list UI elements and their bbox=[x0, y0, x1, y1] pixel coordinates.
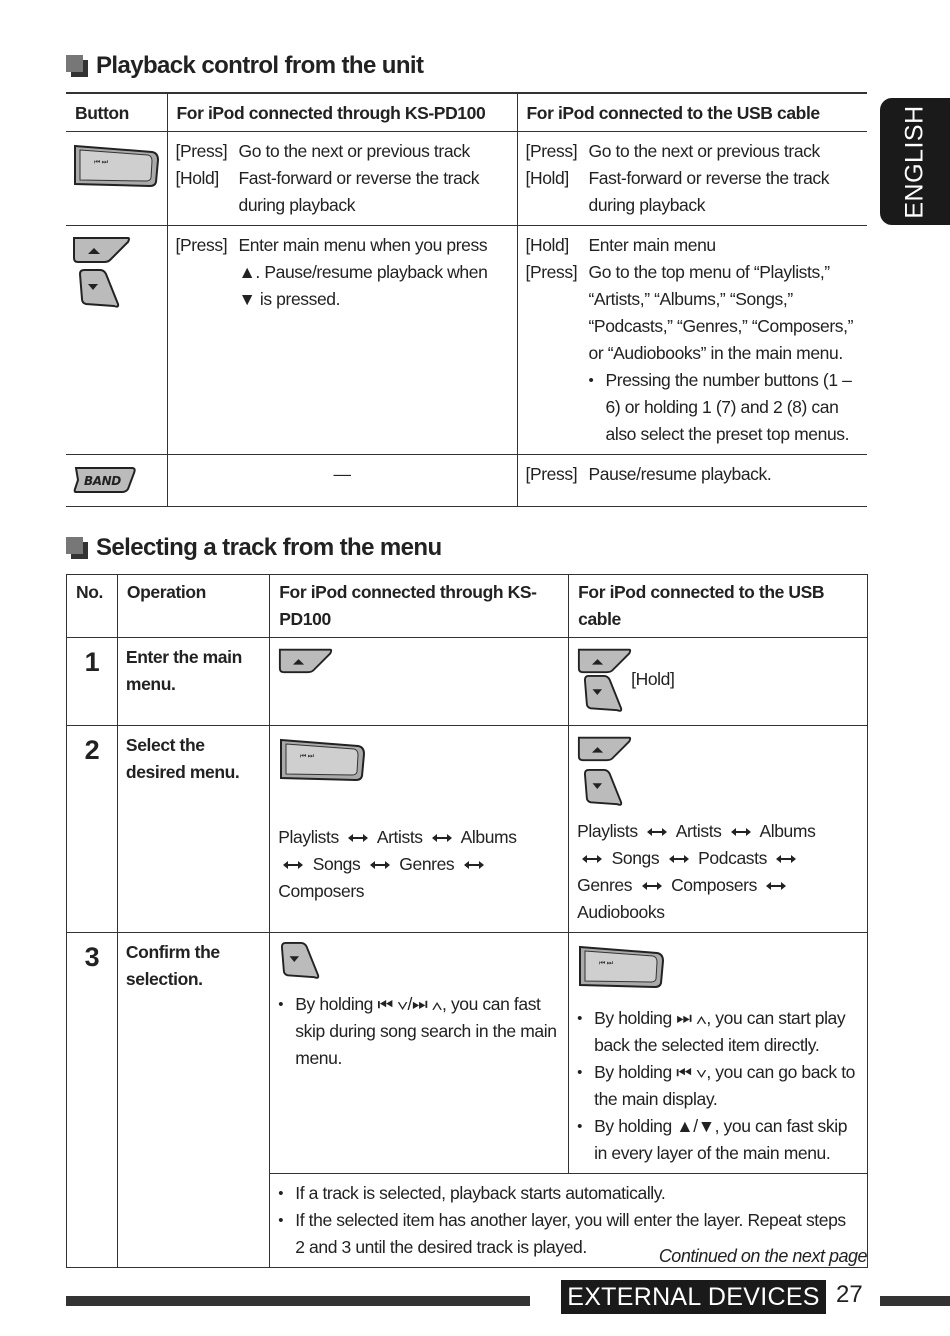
band-button-cell bbox=[66, 455, 167, 507]
kv-value: Enter main menu bbox=[588, 235, 716, 255]
section-title-text: Playback control from the unit bbox=[96, 52, 424, 79]
footer-bar-right bbox=[880, 1296, 950, 1306]
bullet-item: • By holding ⏮ ∨/⏭ ∧, you can fast skip during song search in the main menu. bbox=[295, 991, 560, 1072]
up-button-icon bbox=[577, 646, 633, 674]
bullet-item: • By holding ⏮ ∨, you can go back to the main display. bbox=[594, 1059, 859, 1113]
step3-usb-cell bbox=[569, 933, 868, 1174]
kv-key: [Hold] bbox=[175, 168, 219, 188]
bullet-list bbox=[577, 1005, 859, 1167]
ks-row3-cell: — bbox=[167, 455, 517, 507]
menu-sequence-usb bbox=[577, 818, 847, 926]
bullet-item: • If a track is selected, playback starts automatically. bbox=[295, 1180, 859, 1207]
header-no: No. bbox=[67, 575, 118, 638]
kv-row bbox=[526, 138, 860, 165]
language-tab bbox=[880, 98, 950, 225]
skip-button-icon bbox=[72, 140, 160, 190]
up-button-icon bbox=[577, 734, 633, 762]
step2-ks-cell bbox=[270, 726, 569, 933]
ks-row1-cell bbox=[167, 132, 517, 226]
step-number: 3 bbox=[67, 933, 118, 1268]
bullet-item: • By holding ⏭ ∧, you can start play back the selected item directly. bbox=[594, 1005, 859, 1059]
section-title-playback bbox=[66, 52, 423, 80]
square-icon bbox=[66, 537, 88, 559]
svg-text:⏮ ⏭: ⏮ ⏭ bbox=[300, 752, 314, 760]
menu-sequence-item: Genres bbox=[399, 854, 455, 874]
kv-row bbox=[176, 138, 509, 165]
double-arrow-icon bbox=[463, 860, 485, 870]
kv-key: [Press] bbox=[175, 141, 228, 161]
header-usb: For iPod connected to the USB cable bbox=[517, 93, 867, 132]
menu-sequence-item: Albums bbox=[460, 827, 517, 847]
menu-sequence-item: Artists bbox=[376, 827, 423, 847]
table-header-row bbox=[67, 575, 868, 638]
menu-sequence-item: Composers bbox=[671, 875, 757, 895]
table-row bbox=[66, 455, 867, 507]
double-arrow-icon bbox=[765, 881, 787, 891]
kv-value-text: Go to the top menu of “Playlists,” “Artists,” “Albums,” “Songs,” “Podcasts,” “Genres,” “Composers,” or “Audiobooks” in the main menu. bbox=[588, 262, 854, 363]
kv-key: [Hold] bbox=[525, 168, 569, 188]
table-row bbox=[67, 933, 868, 1174]
double-arrow-icon bbox=[282, 860, 304, 870]
square-icon bbox=[66, 55, 88, 77]
section-title-text: Selecting a track from the menu bbox=[96, 534, 442, 561]
usb-row1-cell bbox=[517, 132, 867, 226]
menu-sequence-ks bbox=[278, 824, 548, 905]
step-operation: Select the desired menu. bbox=[117, 726, 269, 933]
menu-sequence-item: Songs bbox=[611, 848, 660, 868]
down-button-icon bbox=[76, 268, 122, 310]
menu-sequence-item: Audiobooks bbox=[577, 902, 665, 922]
table-row bbox=[67, 726, 868, 933]
double-arrow-icon bbox=[369, 860, 391, 870]
down-button-icon bbox=[278, 941, 322, 981]
kv-row bbox=[176, 232, 509, 313]
kv-row bbox=[526, 259, 860, 448]
menu-sequence-item: Playlists bbox=[278, 827, 339, 847]
menu-sequence-item: Composers bbox=[278, 881, 365, 901]
kv-value: Fast-forward or reverse the track during playback bbox=[238, 168, 480, 215]
up-button-icon bbox=[278, 646, 334, 674]
svg-text:⏮ ⏭: ⏮ ⏭ bbox=[94, 158, 108, 166]
table-row bbox=[66, 226, 867, 455]
double-arrow-icon bbox=[641, 881, 663, 891]
header-operation: Operation bbox=[117, 575, 269, 638]
bullet-item: • If the selected item has another layer, you will enter the layer. Repeat steps 2 and 3 until the desired track is played. bbox=[295, 1207, 859, 1261]
table-header-row bbox=[66, 93, 867, 132]
step3-ks-cell bbox=[270, 933, 569, 1174]
playback-control-table bbox=[66, 92, 867, 507]
bullet-item: • Pressing the number buttons (1 – 6) or holding 1 (7) and 2 (8) can also select the preset top menus. bbox=[606, 367, 860, 448]
double-arrow-icon bbox=[646, 827, 668, 837]
menu-sequence-item: Songs bbox=[312, 854, 361, 874]
table-row bbox=[67, 638, 868, 726]
kv-key: [Press] bbox=[525, 262, 578, 282]
svg-text:⏮ ⏭: ⏮ ⏭ bbox=[599, 959, 613, 967]
double-arrow-icon bbox=[668, 854, 690, 864]
kv-row bbox=[176, 165, 509, 219]
menu-sequence-item: Podcasts bbox=[698, 848, 767, 868]
menu-sequence-item: Artists bbox=[675, 821, 722, 841]
usb-row2-cell bbox=[517, 226, 867, 455]
header-ks-pd100: For iPod connected through KS-PD100 bbox=[167, 93, 517, 132]
updown-button-cell bbox=[66, 226, 167, 455]
kv-value: Go to the next or previous track bbox=[238, 141, 470, 161]
kv-row bbox=[526, 165, 860, 219]
hold-note: [Hold] bbox=[631, 669, 675, 689]
menu-sequence-item: Genres bbox=[577, 875, 633, 895]
kv-value: Pause/resume playback. bbox=[588, 464, 772, 484]
continued-note: Continued on the next page bbox=[658, 1246, 867, 1266]
menu-sequence-item: Albums bbox=[759, 821, 816, 841]
kv-key: [Press] bbox=[525, 141, 578, 161]
kv-key: [Press] bbox=[175, 235, 228, 255]
menu-sequence-item: Playlists bbox=[577, 821, 638, 841]
header-usb: For iPod connected to the USB cable bbox=[569, 575, 868, 638]
footer-bar-left bbox=[66, 1296, 530, 1306]
kv-key: [Press] bbox=[525, 464, 578, 484]
kv-value: Go to the next or previous track bbox=[588, 141, 820, 161]
double-arrow-icon bbox=[347, 833, 369, 843]
skip-button-icon bbox=[577, 941, 665, 991]
bullet-list bbox=[278, 991, 560, 1072]
step-number: 1 bbox=[67, 638, 118, 726]
kv-value: Fast-forward or reverse the track during playback bbox=[588, 168, 830, 215]
double-arrow-icon bbox=[775, 854, 797, 864]
down-button-icon bbox=[581, 674, 625, 714]
double-arrow-icon bbox=[431, 833, 453, 843]
up-button-icon bbox=[72, 234, 132, 264]
step-operation: Enter the main menu. bbox=[117, 638, 269, 726]
section-title-selecting bbox=[66, 534, 442, 562]
header-button: Button bbox=[66, 93, 167, 132]
step-number: 2 bbox=[67, 726, 118, 933]
kv-row bbox=[526, 232, 860, 259]
double-arrow-icon bbox=[730, 827, 752, 837]
double-arrow-icon bbox=[581, 854, 603, 864]
bullet-list bbox=[589, 367, 860, 448]
kv-key: [Hold] bbox=[525, 235, 569, 255]
step-operation: Confirm the selection. bbox=[117, 933, 269, 1268]
band-label: BAND bbox=[84, 474, 121, 488]
step1-usb-cell bbox=[569, 638, 868, 726]
menu-selection-table bbox=[66, 574, 868, 1268]
skip-button-icon bbox=[278, 734, 366, 784]
footer-section-label: EXTERNAL DEVICES bbox=[561, 1280, 826, 1314]
usb-row3-cell bbox=[517, 455, 867, 507]
skip-button-cell bbox=[66, 132, 167, 226]
step2-usb-cell bbox=[569, 726, 868, 933]
kv-value bbox=[589, 259, 860, 448]
step1-ks-cell bbox=[270, 638, 569, 726]
header-ks-pd100: For iPod connected through KS-PD100 bbox=[270, 575, 569, 638]
ks-row2-cell bbox=[167, 226, 517, 455]
kv-row bbox=[526, 461, 860, 488]
page-number: 27 bbox=[836, 1281, 863, 1308]
table-row bbox=[66, 132, 867, 226]
bullet-item: • By holding ▲/▼, you can fast skip in every layer of the main menu. bbox=[594, 1113, 859, 1167]
band-button-icon bbox=[72, 465, 138, 495]
kv-value: Enter main menu when you press ▲. Pause/resume playback when ▼ is pressed. bbox=[238, 235, 488, 309]
down-button-icon bbox=[581, 768, 625, 808]
language-tab-label: ENGLISH bbox=[900, 104, 929, 219]
